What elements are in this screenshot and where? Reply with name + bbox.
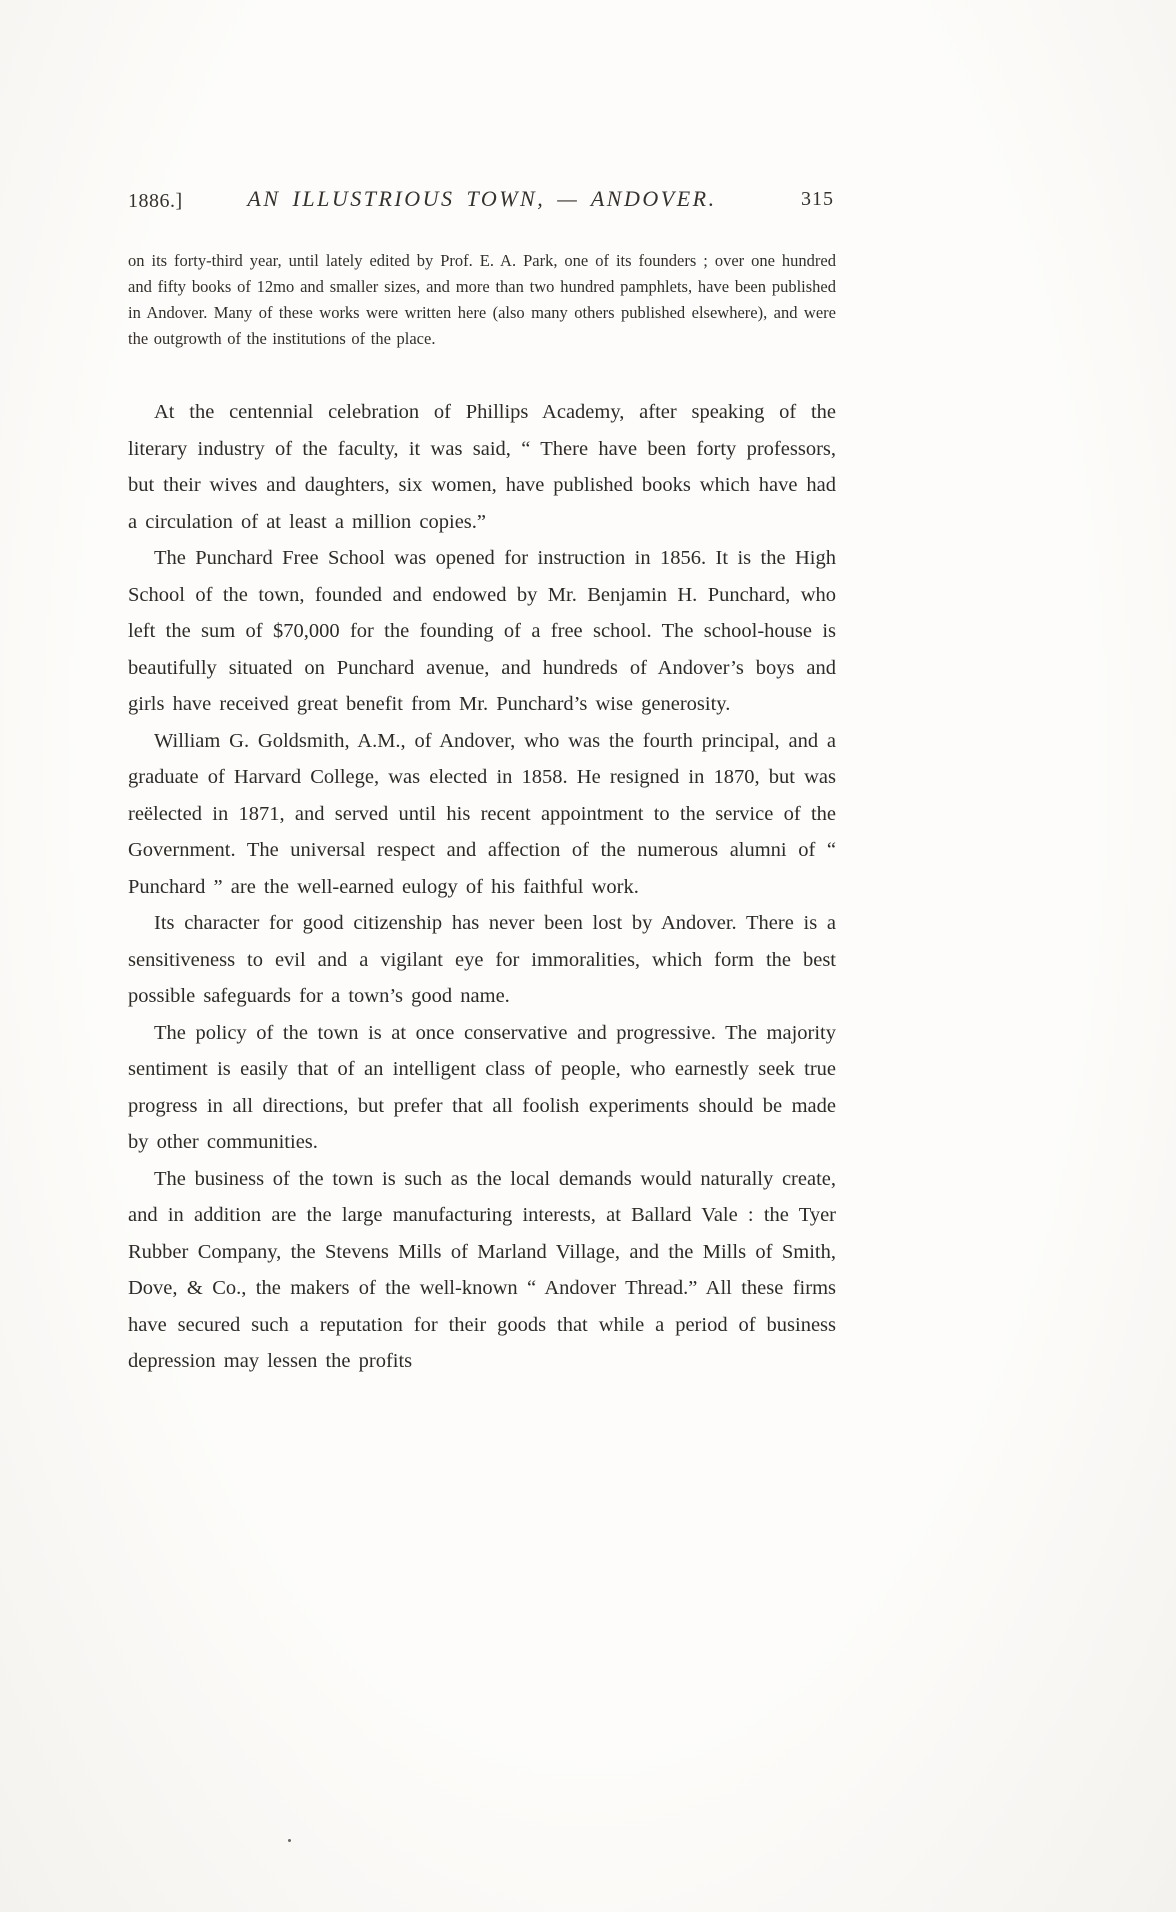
paragraph-4: Its character for good citizenship has never been lost by Andover. There is a sensitiveness to evil and a vigilant eye for immoralities, which form the best possible safeguards for a town’s good name. xyxy=(128,912,836,1007)
paragraph-2: The Punchard Free School was opened for instruction in 1856. It is the High School of the town, founded and endowed by Mr. Benjamin H. Punchard, who left the sum of $70,000 for the founding of a free school. The school-house is beautifully situated on Punchard avenue, and hundreds of Andover’s boys and girls have received great benefit from Mr. Punchard’s wise generosity. xyxy=(128,547,836,715)
header-date: 1886.] xyxy=(128,190,183,212)
running-header xyxy=(128,186,836,220)
continuation-paragraph: on its forty-third year, until lately edited by Prof. E. A. Park, one of its founders ; over one hundred and fifty books of 12mo and smaller sizes, and more than two hundred pamphlets, have been published in Andover. Many of these works were written here (also many others published elsewhere), and were the outgrowth of the institutions of the place. xyxy=(128,251,836,348)
paragraph-1: At the centennial celebration of Phillips Academy, after speaking of the literary industry of the faculty, it was said, “ There have been forty professors, but their wives and daughters, six women, have published books which have had a circulation of at least a million copies.” xyxy=(128,401,836,533)
scan-artifact-dot xyxy=(288,1839,291,1842)
paragraph-3: William G. Goldsmith, A.M., of Andover, who was the fourth principal, and a graduate of Harvard College, was elected in 1858. He resigned in 1870, but was reëlected in 1871, and served until his recent appointment to the service of the Government. The universal respect and affection of the numerous alumni of “ Punchard ” are the well-earned eulogy of his faithful work. xyxy=(128,729,836,898)
page-number: 315 xyxy=(801,188,834,210)
paragraph-6: The business of the town is such as the local demands would naturally create, and in addition are the large manufacturing interests, at Ballard Vale : the Tyer Rubber Company, the Stevens Mills of Marland Village, and the Mills of Smith, Dove, & Co., the makers of the well-known “ Andover Thread.” All these firms have secured such a reputation for their goods that while a period of business depression may lessen the profits xyxy=(128,1167,836,1372)
page-title: AN ILLUSTRIOUS TOWN, — ANDOVER. xyxy=(247,186,717,211)
page-content xyxy=(128,186,836,1380)
paragraph-5: The policy of the town is at once conservative and progressive. The majority sentiment is easily that of an intelligent class of people, who earnestly seek true progress in all directions, but prefer that all foolish experiments should be made by other communities. xyxy=(128,1021,836,1153)
